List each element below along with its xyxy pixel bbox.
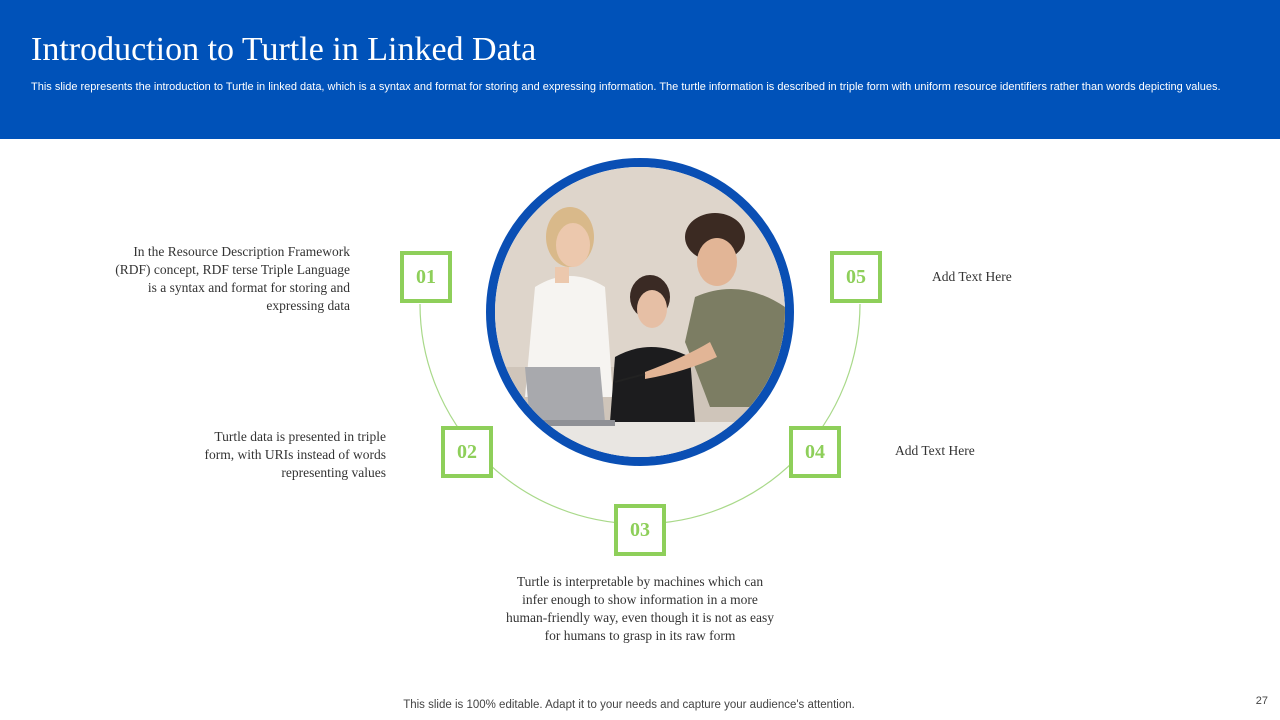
slide-subtitle: This slide represents the introduction to Turtle in linked data, which is a syntax and format for storing and expressing information. The turtle information is described in triple form with uniform resource identifiers rather than words depicting values. [31, 81, 1221, 93]
step-text-03: Turtle is interpretable by machines which can infer enough to show information in a more human-friendly way, even though it is not as easy for humans to grasp in its raw form [506, 574, 774, 643]
step-text-02: Turtle data is presented in triple form, with URIs instead of words representing values [204, 429, 386, 480]
page-number: 27 [1255, 695, 1268, 707]
step-number-05: 05 [830, 251, 882, 303]
step-number-03: 03 [614, 504, 666, 556]
footer-note: This slide is 100% editable. Adapt it to your needs and capture your audience's attention. [403, 699, 855, 711]
slide-title: Introduction to Turtle in Linked Data [31, 31, 537, 68]
step-text-05: Add Text Here [932, 269, 1012, 284]
step-number-02: 02 [441, 426, 493, 478]
team-photo [486, 158, 794, 466]
step-text-04: Add Text Here [895, 443, 975, 458]
step-number-04: 04 [789, 426, 841, 478]
step-number-01: 01 [400, 251, 452, 303]
team-meeting-photo-icon [495, 167, 785, 457]
step-text-01: In the Resource Description Framework (RDF) concept, RDF terse Triple Language is a syntax and format for storing and expressing data [115, 244, 350, 313]
